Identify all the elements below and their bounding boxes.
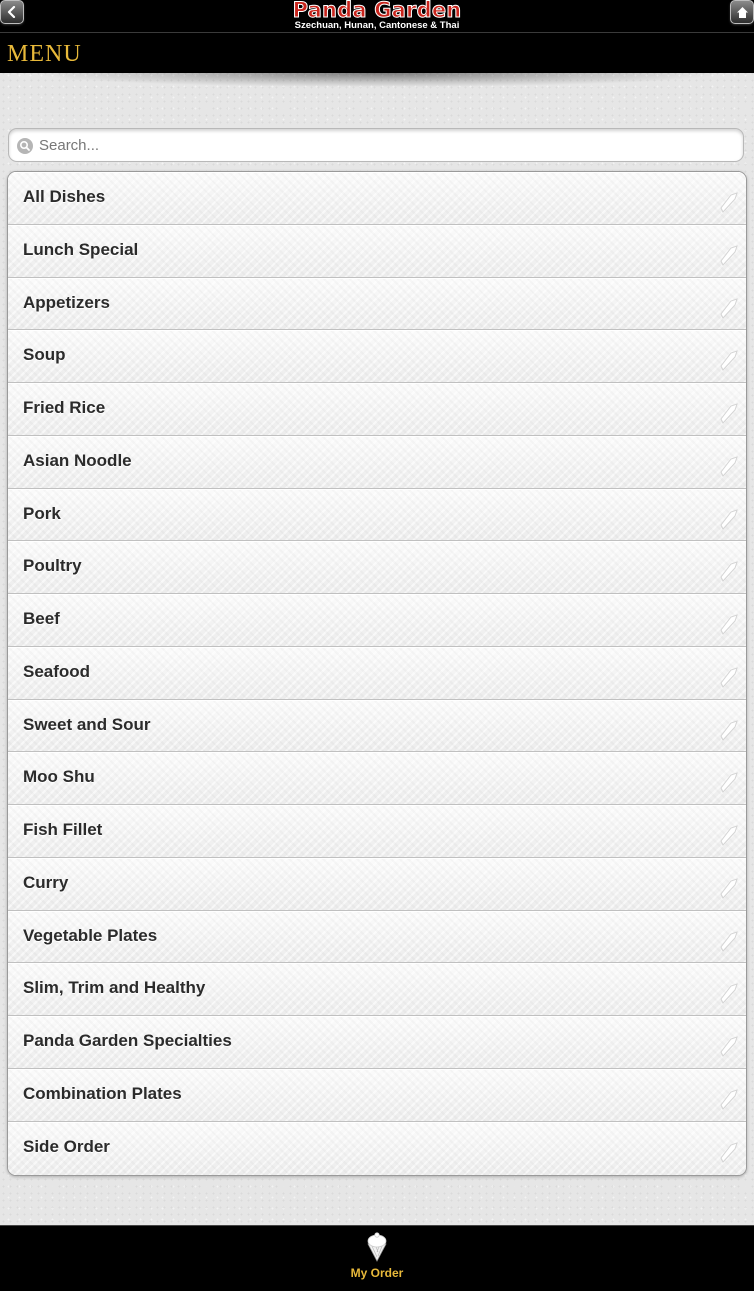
chevron-right-icon [718,929,740,953]
chevron-right-icon [718,981,740,1005]
header-shadow [40,73,714,87]
top-bar [0,0,754,33]
chevron-right-icon [718,507,740,531]
list-item-label: Slim, Trim and Healthy [23,978,206,998]
list-item[interactable] [8,911,746,964]
chevron-right-icon [718,296,740,320]
list-item[interactable] [8,436,746,489]
page-title: MENU [7,41,82,67]
list-item[interactable] [8,963,746,1016]
my-order-label: My Order [350,1266,404,1280]
logo-subtitle: Szechuan, Hunan, Cantonese & Thai [294,20,460,31]
list-item-label: Fish Fillet [23,820,103,840]
list-item-label: Fried Rice [23,398,106,418]
search-icon [17,138,33,154]
list-item[interactable] [8,330,746,383]
chevron-right-icon [718,1087,740,1111]
chevron-right-icon [718,243,740,267]
chevron-right-icon [718,190,740,214]
list-item-label: Poultry [23,556,82,576]
list-item-label: Pork [23,503,61,523]
list-item-label: Curry [23,872,69,892]
footer-bar [0,1225,754,1291]
list-item-label: Seafood [23,661,91,681]
list-item[interactable] [8,858,746,911]
chevron-right-icon [718,454,740,478]
search-input[interactable] [39,132,729,158]
list-item[interactable] [8,1122,746,1175]
chevron-right-icon [718,718,740,742]
chevron-right-icon [718,612,740,636]
home-button[interactable] [730,0,754,24]
list-item-label: Panda Garden Specialties [23,1031,232,1051]
home-icon [736,6,749,19]
list-item-label: Lunch Special [23,239,139,259]
list-item[interactable] [8,278,746,331]
category-list [7,171,747,1176]
list-item-label: Combination Plates [23,1084,182,1104]
chevron-right-icon [718,401,740,425]
list-item[interactable] [8,805,746,858]
logo-title: Panda Garden [292,0,462,22]
list-item-label: Appetizers [23,292,110,312]
chevron-right-icon [718,823,740,847]
list-item-label: All Dishes [23,187,106,206]
list-item[interactable] [8,383,746,436]
list-item-label: Soup [23,345,66,365]
list-item[interactable] [8,752,746,805]
menu-header [0,33,754,73]
list-item-label: Sweet and Sour [23,714,151,734]
ice-cream-icon [366,1232,388,1262]
list-item-label: Side Order [23,1136,110,1156]
list-item[interactable] [8,700,746,753]
search-bar [8,128,744,162]
chevron-right-icon [718,665,740,689]
chevron-right-icon [718,1034,740,1058]
list-item[interactable] [8,172,746,225]
list-item-label: Asian Noodle [23,450,132,470]
my-order-button[interactable] [337,1232,417,1284]
list-item[interactable] [8,489,746,542]
chevron-right-icon [718,876,740,900]
chevron-right-icon [718,559,740,583]
chevron-right-icon [718,1140,740,1164]
logo [280,0,474,32]
chevron-right-icon [718,770,740,794]
list-item[interactable] [8,594,746,647]
list-item-label: Beef [23,609,60,629]
list-item[interactable] [8,1016,746,1069]
list-item[interactable] [8,225,746,278]
list-item-label: Moo Shu [23,767,95,787]
chevron-right-icon [718,348,740,372]
list-item-label: Vegetable Plates [23,925,158,945]
list-item[interactable] [8,541,746,594]
list-item[interactable] [8,647,746,700]
list-item[interactable] [8,1069,746,1122]
back-arrow-icon [6,6,18,18]
back-button[interactable] [0,0,24,24]
